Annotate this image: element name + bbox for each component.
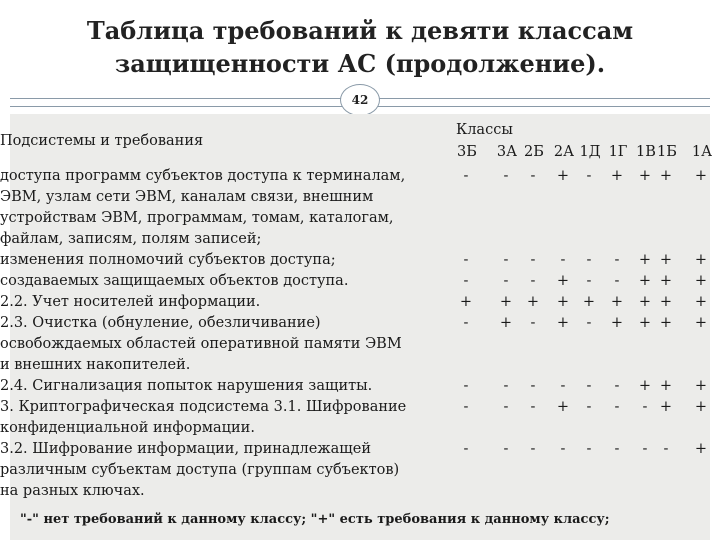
class-mark: - <box>503 252 509 268</box>
class-mark: - <box>503 378 509 394</box>
class-label: 1Д <box>579 144 601 160</box>
requirement-line: различным субъектам доступа (группам субъектов) <box>0 462 400 478</box>
class-mark: - <box>503 273 509 289</box>
class-mark: - <box>530 399 536 415</box>
class-mark: - <box>530 315 536 331</box>
class-mark: - <box>614 273 620 289</box>
class-mark: + <box>638 168 652 184</box>
class-mark: - <box>503 441 509 457</box>
class-mark: + <box>659 294 673 310</box>
title-line-2: защищенности АС (продолжение). <box>114 49 606 78</box>
class-mark: - <box>463 441 469 457</box>
class-mark: - <box>463 252 469 268</box>
class-mark: + <box>659 399 673 415</box>
class-mark: - <box>463 168 469 184</box>
class-mark: + <box>659 273 673 289</box>
requirement-line: создаваемых защищаемых объектов доступа. <box>0 273 349 289</box>
requirement-line: на разных ключах. <box>0 483 145 499</box>
class-mark: - <box>530 378 536 394</box>
class-mark: + <box>694 273 708 289</box>
class-mark: - <box>530 168 536 184</box>
class-mark: - <box>560 378 566 394</box>
class-mark: + <box>638 378 652 394</box>
class-label: 3А <box>496 144 518 160</box>
class-mark: - <box>463 378 469 394</box>
class-mark: + <box>638 252 652 268</box>
requirement-line: 2.4. Сигнализация попыток нарушения защиты. <box>0 378 373 394</box>
class-mark: + <box>694 294 708 310</box>
class-mark: + <box>659 252 673 268</box>
class-mark: + <box>556 399 570 415</box>
class-mark: + <box>659 168 673 184</box>
class-mark: - <box>586 252 592 268</box>
class-mark: + <box>638 294 652 310</box>
class-mark: - <box>586 273 592 289</box>
class-mark: - <box>463 399 469 415</box>
class-mark: - <box>530 252 536 268</box>
legend-footnote: "-" нет требований к данному классу; "+" есть требования к данному классу; <box>20 512 610 527</box>
class-mark: - <box>560 441 566 457</box>
class-mark: - <box>663 441 669 457</box>
class-mark: - <box>586 168 592 184</box>
class-mark: - <box>530 273 536 289</box>
class-mark: + <box>610 168 624 184</box>
requirement-line: изменения полномочий субъектов доступа; <box>0 252 336 268</box>
class-mark: + <box>610 294 624 310</box>
requirement-line: доступа программ субъектов доступа к терминалам, <box>0 168 406 184</box>
class-mark: - <box>503 168 509 184</box>
class-label: 3Б <box>457 144 477 160</box>
class-mark: + <box>694 252 708 268</box>
class-mark: + <box>694 315 708 331</box>
class-mark: - <box>614 378 620 394</box>
class-mark: - <box>586 441 592 457</box>
class-mark: + <box>459 294 473 310</box>
page-number-badge: 42 <box>340 84 380 116</box>
class-mark: + <box>499 315 513 331</box>
class-mark: - <box>614 441 620 457</box>
header-classes: Классы <box>456 122 513 138</box>
requirement-line: 3. Криптографическая подсистема 3.1. Шифрование <box>0 399 407 415</box>
class-label: 1А <box>691 144 713 160</box>
class-mark: + <box>556 315 570 331</box>
requirement-line: 2.2. Учет носителей информации. <box>0 294 261 310</box>
class-mark: + <box>694 168 708 184</box>
requirement-line: 2.3. Очистка (обнуление, обезличивание) <box>0 315 321 331</box>
class-mark: - <box>614 252 620 268</box>
class-mark: + <box>556 273 570 289</box>
requirement-line: и внешних накопителей. <box>0 357 191 373</box>
class-mark: + <box>556 294 570 310</box>
class-label: 1В <box>636 144 656 160</box>
class-mark: + <box>638 273 652 289</box>
requirement-line: конфиденциальной информации. <box>0 420 255 436</box>
class-mark: + <box>659 378 673 394</box>
requirement-line: 3.2. Шифрование информации, принадлежащей <box>0 441 372 457</box>
class-mark: + <box>499 294 513 310</box>
class-mark: - <box>586 315 592 331</box>
class-mark: - <box>586 399 592 415</box>
class-label: 2А <box>553 144 575 160</box>
header-subsystems: Подсистемы и требования <box>0 133 204 149</box>
class-label: 1Б <box>657 144 677 160</box>
class-mark: + <box>582 294 596 310</box>
class-mark: + <box>638 315 652 331</box>
requirement-line: освобождаемых областей оперативной памяти ЭВМ <box>0 336 402 352</box>
class-mark: + <box>659 315 673 331</box>
requirement-line: ЭВМ, узлам сети ЭВМ, каналам связи, внешним <box>0 189 374 205</box>
class-mark: - <box>560 252 566 268</box>
class-mark: + <box>610 315 624 331</box>
class-mark: + <box>694 399 708 415</box>
class-mark: - <box>463 315 469 331</box>
class-mark: - <box>503 399 509 415</box>
class-mark: + <box>694 441 708 457</box>
class-mark: - <box>530 441 536 457</box>
class-mark: - <box>642 441 648 457</box>
class-mark: - <box>614 399 620 415</box>
class-mark: - <box>586 378 592 394</box>
class-mark: - <box>463 273 469 289</box>
class-mark: + <box>556 168 570 184</box>
class-label: 2Б <box>524 144 544 160</box>
title-line-1: Таблица требований к девяти классам <box>86 16 634 45</box>
class-label: 1Г <box>608 144 628 160</box>
class-mark: + <box>526 294 540 310</box>
requirement-line: устройствам ЭВМ, программам, томам, каталогам, <box>0 210 394 226</box>
requirement-line: файлам, записям, полям записей; <box>0 231 262 247</box>
slide-title <box>0 14 720 80</box>
class-mark: + <box>694 378 708 394</box>
class-mark: - <box>642 399 648 415</box>
